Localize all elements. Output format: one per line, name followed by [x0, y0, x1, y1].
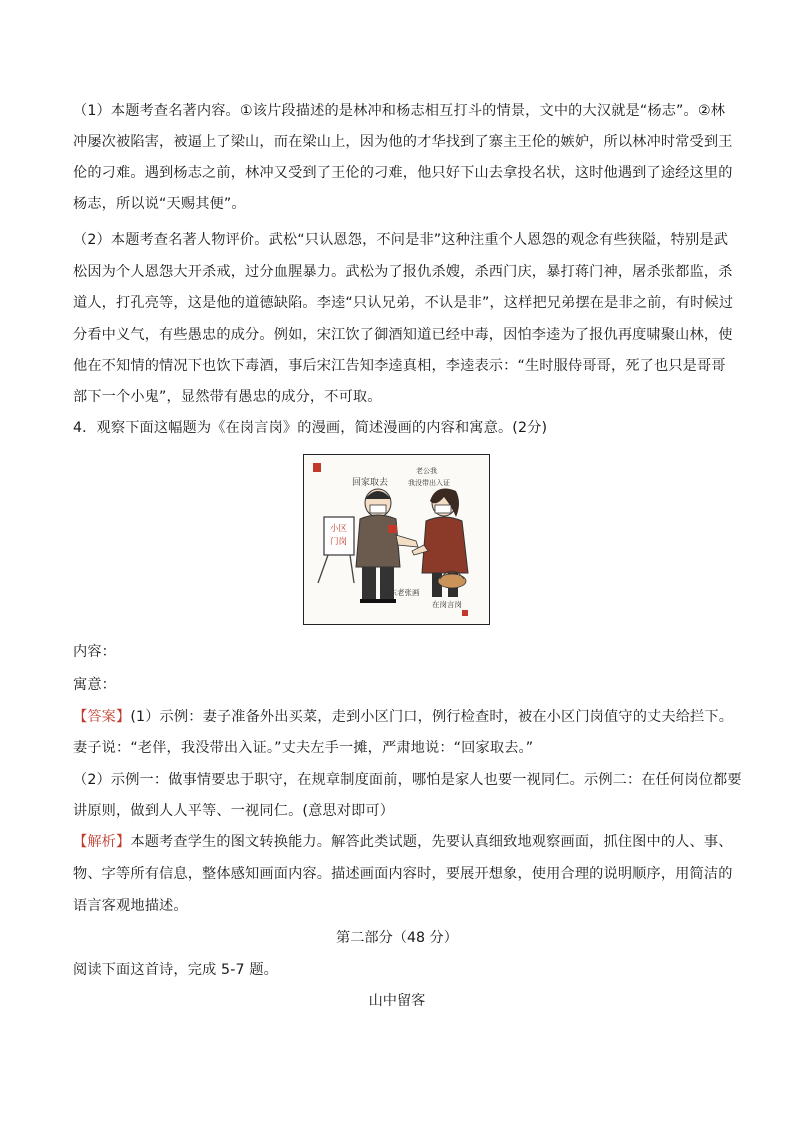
explanation-2-line-2: 松因为个人恩怨大开杀戒，过分血腥暴力。武松为了报仇杀嫂，杀西门庆，暴打蒋门神，屠杀张都监，杀 — [73, 264, 733, 280]
meaning-label: 寓意： — [73, 677, 117, 693]
explanation-1-line-4: 杨志，所以说“天赐其便”。 — [73, 196, 246, 212]
caption-2: 在岗言岗 — [432, 600, 462, 609]
answer-line-2: 妻子说：“老伴，我没带出入证。”丈夫左手一摊，严肃地说：“回家取去。” — [73, 740, 534, 756]
sign-text-2: 门岗 — [330, 537, 348, 547]
explanation-1-line-3: 伦的刁难。遇到杨志之前，林冲又受到了王伦的刁难，他只好下山去拿投名状，这时他遇到了途经这里的 — [73, 165, 733, 181]
analysis-text-1: 本题考查学生的图文转换能力。解答此类试题，先要认真细致地观察画面，抓住图中的人、事、 — [130, 834, 733, 850]
speech-right-2: 我没带出入证 — [408, 479, 450, 487]
wife-figure — [412, 489, 468, 597]
analysis-line-2: 物、字等所有信息，整体感知画面内容。描述画面内容时，要展开想象，使用合理的说明顺序，用简洁的 — [73, 866, 733, 882]
explanation-2-line-5: 他在不知情的情况下也饮下毒酒，事后宋江告知李逵真相，李逵表示：“生时服侍哥哥，死了也只是哥哥 — [73, 358, 726, 374]
caption-1: 河东老张画 — [382, 588, 420, 597]
answer-tag: 【答案】 — [73, 709, 131, 725]
explanation-2-line-1: （2）本题考查名著人物评价。武松“只认恩怨，不问是非”这种注重个人恩怨的观念有些狭隘，特别是武 — [73, 232, 729, 248]
sign-text-1: 小区 — [330, 524, 348, 534]
gate-sign — [324, 517, 354, 555]
explanation-2-line-3: 道人，打孔亮等，这是他的道德缺陷。李逵“只认兄弟，不认是非”，这样把兄弟摆在是非之前，有时候过 — [73, 295, 734, 311]
analysis-line-3: 语言客观地描述。 — [73, 898, 188, 914]
question-4: 4．观察下面这幅题为《在岗言岗》的漫画，简述漫画的内容和寓意。(2分) — [73, 420, 548, 436]
answer-line-4: 讲原则，做到人人平等、一视同仁。(意思对即可） — [73, 803, 395, 819]
part2-instruction: 阅读下面这首诗，完成 5-7 题。 — [73, 962, 278, 978]
answer-line-1 — [73, 707, 733, 727]
explanation-1-line-1: （1）本题考查名著内容。①该片段描述的是林冲和杨志相互打斗的情景，文中的大汉就是“杨志”。②林 — [73, 103, 726, 119]
guard-figure — [356, 489, 418, 603]
content-label: 内容： — [73, 644, 117, 660]
cartoon-image — [303, 454, 490, 625]
seal-stamp — [313, 463, 321, 472]
explanation-1-line-2: 冲屡次被陷害，被逼上了梁山，而在梁山上，因为他的才华找到了寨主王伦的嫉妒，所以林冲时常受到王 — [73, 134, 733, 150]
explanation-2-line-6: 部下一个小鬼”，显然带有愚忠的成分，不可取。 — [73, 389, 382, 405]
part2-heading: 第二部分（48 分） — [336, 930, 458, 946]
analysis-tag: 【解析】 — [73, 834, 131, 850]
answer-line-3: （2）示例一：做事情要忠于职守，在规章制度面前，哪怕是家人也要一视同仁。示例二：在任何岗位都要 — [73, 772, 742, 788]
answer-text-1: (1）示例：妻子准备外出买菜，走到小区门口，例行检查时，被在小区门岗值守的丈夫给拦下。 — [130, 709, 734, 725]
analysis-line-1 — [73, 832, 733, 852]
speech-right-1: 老公我 — [416, 467, 437, 475]
explanation-2-line-4: 分看中义气，有些愚忠的成分。例如，宋江饮了御酒知道已经中毒，因怕李逵为了报仇再度啸聚山林，使 — [73, 327, 733, 343]
speech-left: 回家取去 — [352, 478, 389, 488]
poem-title: 山中留客 — [368, 993, 426, 1009]
